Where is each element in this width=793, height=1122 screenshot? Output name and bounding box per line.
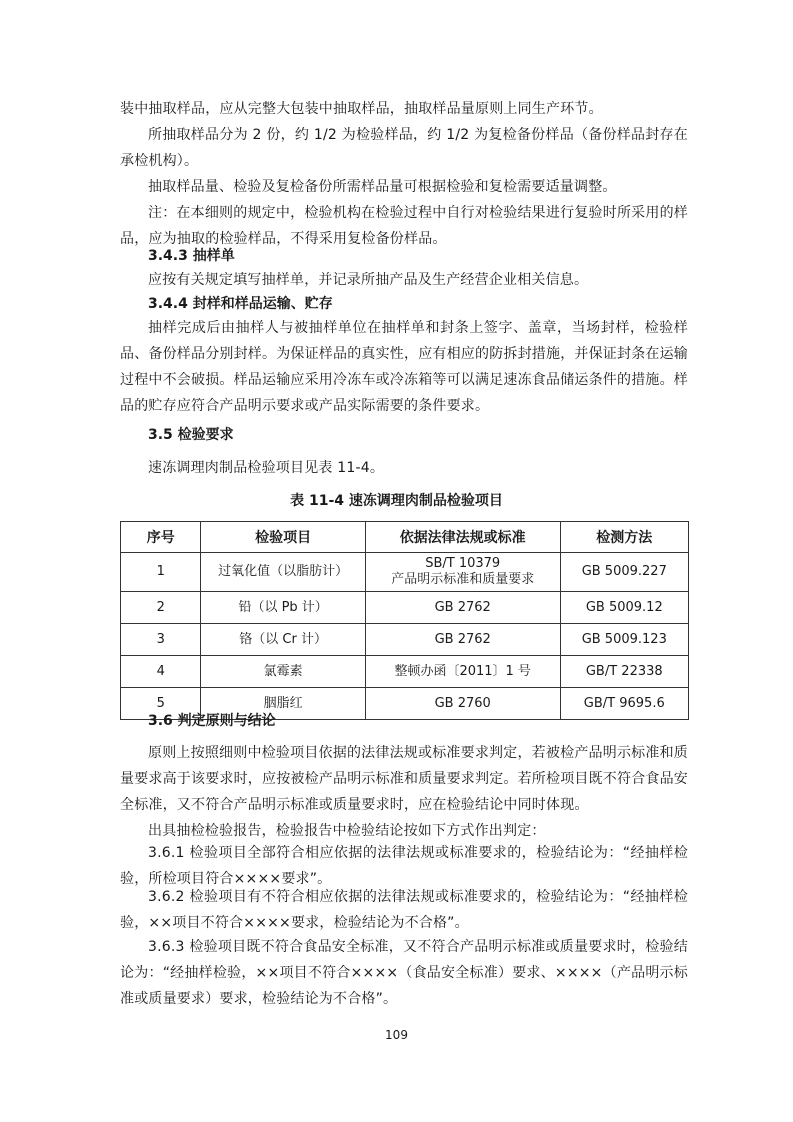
paragraph-sampling-continued: 装中抽取样品，应从完整大包装中抽取样品，抽取样品量原则上同生产环节。: [120, 101, 603, 117]
table-row: [121, 624, 689, 656]
cell-basis-line1: SB/T 10379: [425, 556, 501, 571]
paragraph-3-6-3: 3.6.3 检验项目既不符合食品安全标准，又不符合产品明示标准或质量要求时，检验结论为：“经抽样检验，××项目不符合××××（食品安全标准）要求、××××（产品明示标准或质量要求）要求，检验结论为不合格”。: [120, 939, 688, 1007]
header-method: 检测方法: [560, 522, 688, 553]
paragraph-sample-quantity: 抽取样品量、检验及复检备份所需样品量可根据检验和复检需要适量调整。: [148, 179, 617, 195]
heading-3-5: 3.5 检验要求: [148, 427, 234, 443]
cell-method: GB/T 9695.6: [560, 688, 688, 720]
paragraph-3-5: 速冻调理肉制品检验项目见表 11-4。: [148, 460, 385, 476]
inspection-items-table: [120, 521, 689, 720]
paragraph-3-4-3: 应按有关规定填写抽样单，并记录所抽产品及生产经营企业相关信息。: [148, 272, 589, 288]
table-row: [121, 656, 689, 688]
cell-basis: GB 2762: [365, 592, 560, 624]
cell-basis: [365, 553, 560, 592]
cell-no: 4: [121, 656, 201, 688]
paragraph-3-6-principle: 原则上按照细则中检验项目依据的法律法规或标准要求判定，若被检产品明示标准和质量要求高于该要求时，应按被检产品明示标准和质量要求判定。若所检项目既不符合食品安全标准，又不符合产品明示标准或质量要求时，应在检验结论中同时体现。: [120, 745, 688, 813]
cell-basis: 整顿办函〔2011〕1 号: [365, 656, 560, 688]
cell-no: 5: [121, 688, 201, 720]
cell-item: 氯霉素: [201, 656, 365, 688]
paragraph-note: 注：在本细则的规定中，检验机构在检验过程中自行对检验结果进行复验时所采用的样品，应为抽取的检验样品，不得采用复检备份样品。: [120, 205, 688, 247]
table-row: [121, 553, 689, 592]
cell-no: 1: [121, 553, 201, 592]
paragraph-3-6-report: 出具抽检检验报告，检验报告中检验结论按如下方式作出判定：: [148, 823, 546, 839]
header-item: 检验项目: [201, 522, 365, 553]
table-header-row: [121, 522, 689, 553]
heading-3-4-4: 3.4.4 封样和样品运输、贮存: [148, 296, 333, 312]
cell-item: 过氧化值（以脂肪计）: [201, 553, 365, 592]
cell-method: GB 5009.123: [560, 624, 688, 656]
paragraph-3-6-1: 3.6.1 检验项目全部符合相应依据的法律法规或标准要求的，检验结论为：“经抽样检验，所检项目符合××××要求”。: [120, 845, 688, 887]
cell-basis-line2: 产品明示标准和质量要求: [391, 572, 535, 587]
cell-method: GB/T 22338: [560, 656, 688, 688]
cell-item: 胭脂红: [201, 688, 365, 720]
cell-no: 3: [121, 624, 201, 656]
table-row: [121, 592, 689, 624]
table-caption: 表 11-4 速冻调理肉制品检验项目: [290, 493, 503, 509]
cell-no: 2: [121, 592, 201, 624]
paragraph-3-4-4: 抽样完成后由抽样人与被抽样单位在抽样单和封条上签字、盖章，当场封样，检验样品、备份样品分别封样。为保证样品的真实性，应有相应的防拆封措施，并保证封条在运输过程中不会破损。样品运输应采用冷冻车或冷冻箱等可以满足速冻食品储运条件的措施。样品的贮存应符合产品明示要求或产品实际需要的条件要求。: [120, 320, 688, 414]
paragraph-sample-split: 所抽取样品分为 2 份，约 1/2 为检验样品，约 1/2 为复检备份样品（备份样品封存在承检机构）。: [120, 127, 688, 169]
cell-basis: GB 2762: [365, 624, 560, 656]
cell-method: GB 5009.12: [560, 592, 688, 624]
header-no: 序号: [121, 522, 201, 553]
paragraph-3-6-2: 3.6.2 检验项目有不符合相应依据的法律法规或标准要求的，检验结论为：“经抽样检验，××项目不符合××××要求，检验结论为不合格”。: [120, 889, 688, 931]
cell-method: GB 5009.227: [560, 553, 688, 592]
page-number: 109: [385, 1028, 408, 1042]
header-basis: 依据法律法规或标准: [365, 522, 560, 553]
cell-item: 铅（以 Pb 计）: [201, 592, 365, 624]
cell-item: 铬（以 Cr 计）: [201, 624, 365, 656]
cell-basis: GB 2760: [365, 688, 560, 720]
heading-3-4-3: 3.4.3 抽样单: [148, 248, 235, 264]
heading-3-6: 3.6 判定原则与结论: [148, 713, 276, 729]
